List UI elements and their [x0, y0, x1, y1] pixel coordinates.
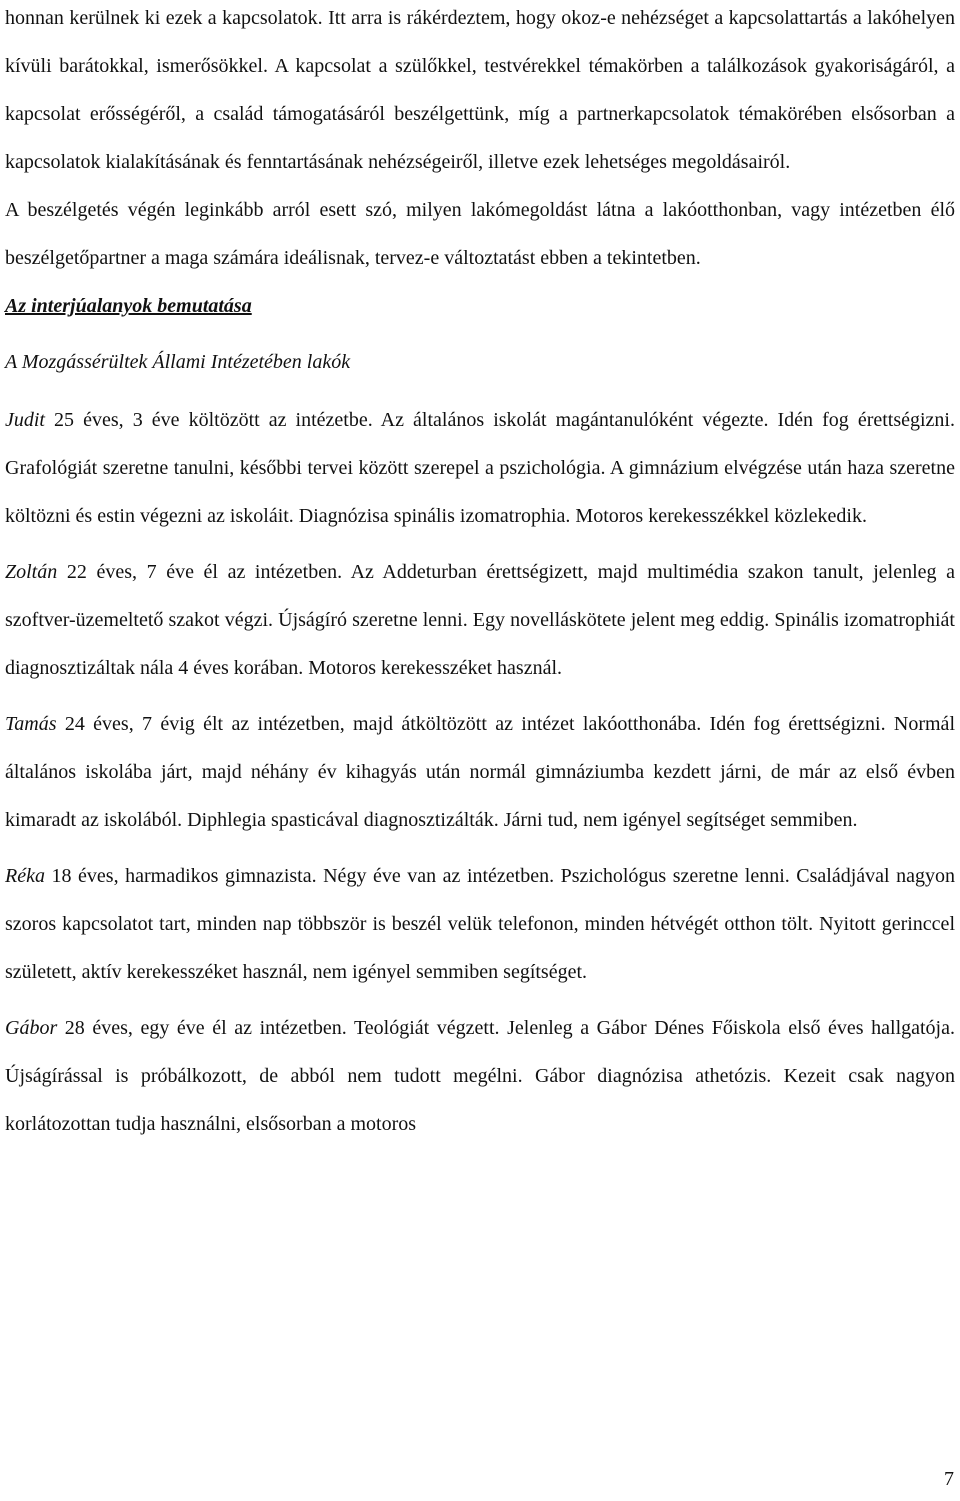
document-page: [5, 0, 955, 1148]
subsection-heading: A Mozgássérültek Állami Intézetében lakók: [5, 351, 351, 373]
bio-text: 22 éves, 7 éve él az intézetben. Az Addeturban érettségizett, majd multimédia szakon tanult, jelenleg a szoftver-üzemeltető szakot végzi. Újságíró szeretne lenni. Egy novelláskötete jelent meg eddig. Spinális izomatrophiát diagnosztizáltak nála 4 éves korában. Motoros kerekesszéket használ.: [5, 561, 955, 679]
bio-paragraph: [5, 852, 955, 996]
bio-text: 28 éves, egy éve él az intézetben. Teológiát végzett. Jelenleg a Gábor Dénes Főiskola első éves hallgatója. Újságírással is próbálkozott, de abból nem tudott megélni. Gábor diagnózisa athetózis. Kezeit csak nagyon korlátozottan tudja használni, elsősorban a motoros: [5, 1017, 955, 1135]
bio-paragraph: [5, 396, 955, 540]
page-number: 7: [944, 1468, 954, 1490]
bio-name: Gábor: [5, 1017, 58, 1039]
bio-name: Judit: [5, 409, 45, 431]
bio-paragraph: [5, 548, 955, 692]
section-heading: Az interjúalanyok bemutatása: [5, 295, 252, 317]
body-paragraph: A beszélgetés végén leginkább arról esett szó, milyen lakómegoldást látna a lakóotthonban, vagy intézetben élő beszélgetőpartner a maga számára ideálisnak, tervez-e változtatást ebben a tekintetben.: [5, 199, 955, 269]
bio-text: 18 éves, harmadikos gimnazista. Négy éve van az intézetben. Pszichológus szeretne lenni. Családjával nagyon szoros kapcsolatot tart, minden nap többször is beszél velük telefonon, minden hétvégét otthon tölt. Nyitott gerinccel született, aktív kerekesszéket használ, nem igényel semmiben segítséget.: [5, 865, 955, 983]
bio-paragraph: [5, 700, 955, 844]
bio-name: Réka: [5, 865, 45, 887]
bio-paragraph: [5, 1004, 955, 1148]
bio-text: 25 éves, 3 éve költözött az intézetbe. Az általános iskolát magántanulóként végezte. Idén fog érettségizni. Grafológiát szeretne tanulni, későbbi tervei között szerepel a pszichológia. A gimnázium elvégzése után haza szeretne költözni és estin végezni az iskoláit. Diagnózisa spinális izomatrophia. Motoros kerekesszékkel közlekedik.: [5, 409, 955, 527]
body-paragraph: honnan kerülnek ki ezek a kapcsolatok. Itt arra is rákérdeztem, hogy okoz-e nehézséget a kapcsolattartás a lakóhelyen kívüli barátokkal, ismerősökkel. A kapcsolat a szülőkkel, testvérekkel témakörben a találkozások gyakoriságáról, a kapcsolat erősségéről, a család támogatásáról beszélgettünk, míg a partnerkapcsolatok témakörében elsősorban a kapcsolatok kialakításának és fenntartásának nehézségeiről, illetve ezek lehetséges megoldásairól.: [5, 7, 955, 173]
bio-text: 24 éves, 7 évig élt az intézetben, majd átköltözött az intézet lakóotthonába. Idén fog érettségizni. Normál általános iskolába járt, majd néhány év kihagyás után normál gimnáziumba kezdett járni, de már az első évben kimaradt az iskolából. Diphlegia spasticával diagnosztizálták. Járni tud, nem igényel segítséget semmiben.: [5, 713, 955, 831]
bio-name: Tamás: [5, 713, 57, 735]
bio-name: Zoltán: [5, 561, 58, 583]
